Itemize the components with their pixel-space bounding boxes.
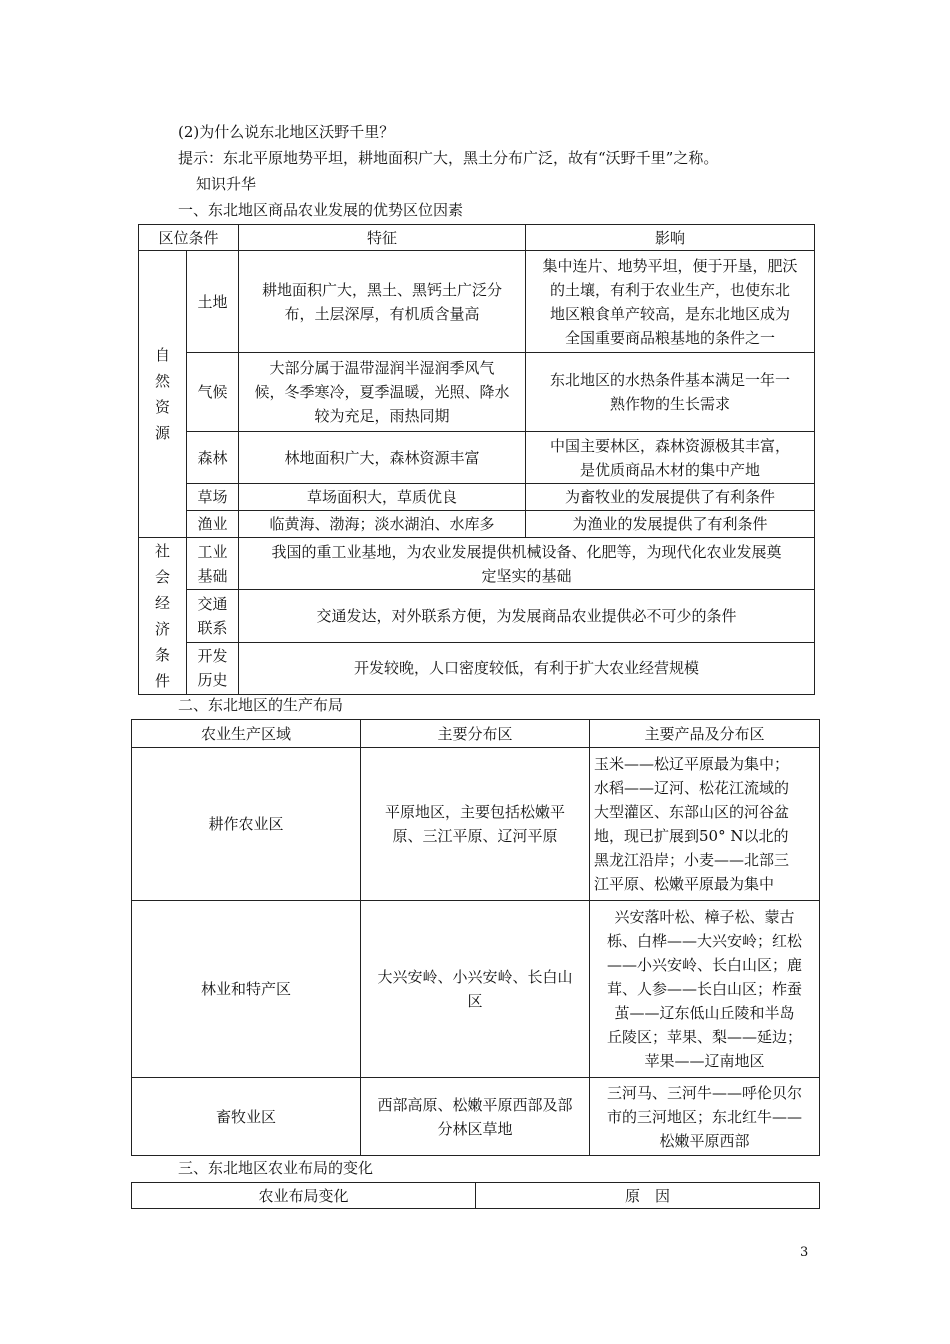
t2-header-area: 主要分布区 (361, 720, 590, 748)
section1-title: 一、东北地区商品农业发展的优势区位因素 (178, 201, 464, 219)
feature-land: 耕地面积广大，黑土、黑钙土广泛分 布，土层深厚，有机质含量高 (239, 251, 526, 353)
page-number: 3 (800, 1245, 809, 1260)
t2-header-products: 主要产品及分布区 (590, 720, 820, 748)
t2-header-region: 农业生产区域 (132, 720, 361, 748)
region-livestock: 畜牧业区 (132, 1078, 361, 1156)
question-2: (2)为什么说东北地区沃野千里？ (178, 123, 395, 141)
section3-title: 三、东北地区农业布局的变化 (178, 1159, 374, 1177)
factor-forest: 森林 (187, 432, 239, 484)
area-forestry: 大兴安岭、小兴安岭、长白山 区 (361, 901, 590, 1078)
impact-climate: 东北地区的水热条件基本满足一年一 熟作物的生长需求 (526, 353, 815, 432)
impact-fishery: 为渔业的发展提供了有利条件 (526, 511, 815, 538)
natural-resources-group: 自 然 资 源 (139, 251, 187, 538)
social-economic-group: 社 会 经 济 条 件 (139, 538, 187, 695)
section2-title: 二、东北地区的生产布局 (178, 696, 344, 714)
production-layout-table (131, 719, 820, 1156)
t1-header-factor: 区位条件 (139, 225, 239, 251)
feature-grassland: 草场面积大，草质优良 (239, 484, 526, 511)
t3-header-reason: 原 因 (476, 1183, 820, 1209)
impact-forest: 中国主要林区，森林资源极其丰富， 是优质商品木材的集中产地 (526, 432, 815, 484)
region-forestry: 林业和特产区 (132, 901, 361, 1078)
factor-history: 开发 历史 (187, 642, 239, 694)
impact-grassland: 为畜牧业的发展提供了有利条件 (526, 484, 815, 511)
content-transport: 交通发达，对外联系方便，为发展商品农业提供必不可少的条件 (239, 590, 815, 642)
region-farming: 耕作农业区 (132, 748, 361, 901)
t1-header-feature: 特征 (239, 225, 526, 251)
factor-grassland: 草场 (187, 484, 239, 511)
feature-fishery: 临黄海、渤海；淡水湖泊、水库多 (239, 511, 526, 538)
feature-climate: 大部分属于温带湿润半湿润季风气 候，冬季寒冷，夏季温暖，光照、降水 较为充足，雨热同期 (239, 353, 526, 432)
impact-land: 集中连片、地势平坦，便于开垦，肥沃 的土壤，有利于农业生产，也使东北 地区粮食单产较高，是东北地区成为 全国重要商品粮基地的条件之一 (526, 251, 815, 353)
products-livestock: 三河马、三河牛——呼伦贝尔 市的三河地区；东北红牛—— 松嫩平原西部 (590, 1078, 820, 1156)
content-industry: 我国的重工业基地，为农业发展提供机械设备、化肥等，为现代化农业发展奠 定坚实的基础 (239, 538, 815, 590)
factor-climate: 气候 (187, 353, 239, 432)
t3-header-change: 农业布局变化 (132, 1183, 476, 1209)
t1-header-impact: 影响 (526, 225, 815, 251)
feature-forest: 林地面积广大，森林资源丰富 (239, 432, 526, 484)
hint-text: 提示：东北平原地势平坦，耕地面积广大，黑土分布广泛，故有“沃野千里”之称。 (178, 149, 719, 167)
content-history: 开发较晚，人口密度较低，有利于扩大农业经营规模 (239, 642, 815, 694)
factor-industry: 工业 基础 (187, 538, 239, 590)
area-farming: 平原地区，主要包括松嫩平 原、三江平原、辽河平原 (361, 748, 590, 901)
area-livestock: 西部高原、松嫩平原西部及部 分林区草地 (361, 1078, 590, 1156)
location-factors-table (138, 224, 815, 695)
factor-land: 土地 (187, 251, 239, 353)
products-farming: 玉米——松辽平原最为集中； 水稻——辽河、松花江流域的 大型灌区、东部山区的河谷盆 地，现已扩展到50° N以北的 黑龙江沿岸；小麦——北部三 江平原、松嫩平原最为集中 (590, 748, 820, 901)
knowledge-heading: 知识升华 (196, 175, 257, 193)
products-forestry: 兴安落叶松、樟子松、蒙古 栎、白桦——大兴安岭；红松 ——小兴安岭、长白山区；鹿 茸、人参——长白山区；柞蚕 茧——辽东低山丘陵和半岛 丘陵区；苹果、梨——延边； 苹果——辽南地区 (590, 901, 820, 1078)
factor-transport: 交通 联系 (187, 590, 239, 642)
factor-fishery: 渔业 (187, 511, 239, 538)
layout-change-table (131, 1182, 820, 1209)
